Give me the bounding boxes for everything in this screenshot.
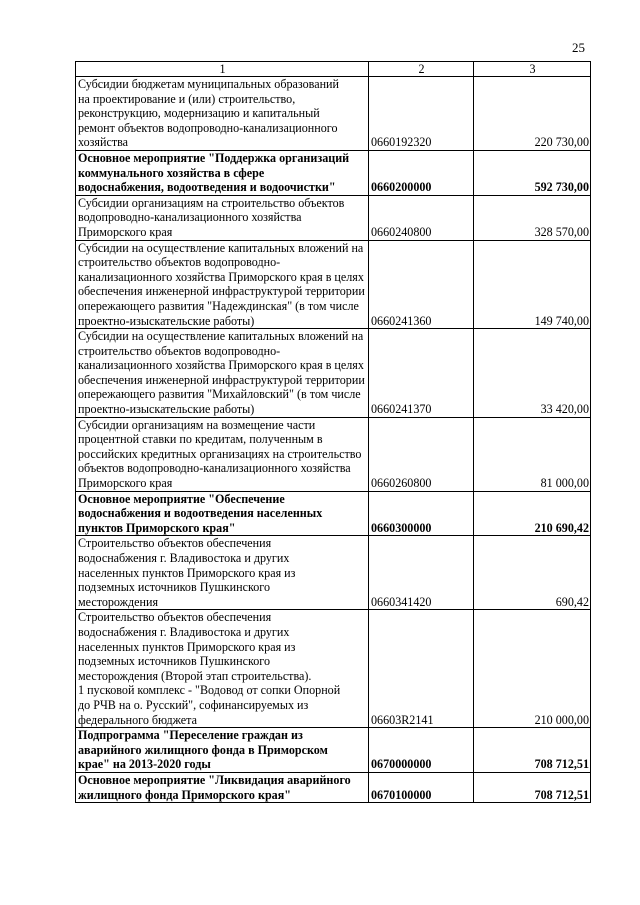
row-code: 0660192320 xyxy=(369,77,474,151)
table-row xyxy=(76,610,591,728)
table-row xyxy=(76,195,591,240)
row-amount: 149 740,00 xyxy=(474,240,591,329)
row-code: 0660200000 xyxy=(369,150,474,195)
row-amount: 708 712,51 xyxy=(474,728,591,773)
row-name: Подпрограмма "Переселение граждан из аварийного жилищного фонда в Приморском крае" на 2013-2020 годы xyxy=(76,728,369,773)
table-row xyxy=(76,329,591,418)
row-amount: 210 000,00 xyxy=(474,610,591,728)
row-code: 0660341420 xyxy=(369,536,474,610)
row-name: Основное мероприятие "Ликвидация аварийного жилищного фонда Приморского края" xyxy=(76,772,369,802)
row-name: Основное мероприятие "Поддержка организаций коммунального хозяйства в сфере водоснабжения, водоотведения и водоочистки" xyxy=(76,150,369,195)
row-amount: 690,42 xyxy=(474,536,591,610)
page-number: 25 xyxy=(572,40,585,55)
table-row xyxy=(76,240,591,329)
row-code: 06603R2141 xyxy=(369,610,474,728)
table-row xyxy=(76,491,591,536)
row-amount: 592 730,00 xyxy=(474,150,591,195)
row-name: Строительство объектов обеспечения водоснабжения г. Владивостока и других населенных пунктов Приморского края из подземных источников Пушкинского месторождения xyxy=(76,536,369,610)
row-name: Субсидии организациям на возмещение части процентной ставки по кредитам, полученным в российских кредитных организациях на строительство объектов водопроводно-канализационного хозяйства Приморского края xyxy=(76,417,369,491)
table-header-row xyxy=(76,62,591,77)
table-row xyxy=(76,150,591,195)
row-name: Субсидии бюджетам муниципальных образований на проектирование и (или) строительство, реконструкцию, модернизацию и капитальный ремонт объектов водопроводно-канализационного хозяйства xyxy=(76,77,369,151)
row-amount: 220 730,00 xyxy=(474,77,591,151)
row-code: 0660260800 xyxy=(369,417,474,491)
table-row xyxy=(76,417,591,491)
column-header: 3 xyxy=(474,62,591,77)
row-name: Субсидии организациям на строительство объектов водопроводно-канализационного хозяйства Приморского края xyxy=(76,195,369,240)
row-code: 0660240800 xyxy=(369,195,474,240)
row-amount: 210 690,42 xyxy=(474,491,591,536)
column-header: 1 xyxy=(76,62,369,77)
table-row xyxy=(76,77,591,151)
row-amount: 328 570,00 xyxy=(474,195,591,240)
row-name: Основное мероприятие "Обеспечение водоснабжения и водоотведения населенных пунктов Приморского края" xyxy=(76,491,369,536)
table-row xyxy=(76,728,591,773)
row-name: Субсидии на осуществление капитальных вложений на строительство объектов водопроводно-канализационного хозяйства Приморского края в целях обеспечения инженерной инфраструктурой территории опережающего развития "Надеждинская" (в том числе проектно-изыскательские работы) xyxy=(76,240,369,329)
row-code: 0660241360 xyxy=(369,240,474,329)
column-header: 2 xyxy=(369,62,474,77)
table-row xyxy=(76,536,591,610)
row-code: 0660241370 xyxy=(369,329,474,418)
row-code: 0660300000 xyxy=(369,491,474,536)
budget-table xyxy=(75,61,591,803)
row-amount: 33 420,00 xyxy=(474,329,591,418)
row-code: 0670000000 xyxy=(369,728,474,773)
row-amount: 81 000,00 xyxy=(474,417,591,491)
table-row xyxy=(76,772,591,802)
row-name: Строительство объектов обеспечения водоснабжения г. Владивостока и других населенных пунктов Приморского края из подземных источников Пушкинского месторождения (Второй этап строительства). 1 пусковой комплекс - "Водовод от сопки Опорной до РЧВ на о. Русский", софинансируемых из федерального бюджета xyxy=(76,610,369,728)
row-code: 0670100000 xyxy=(369,772,474,802)
row-name: Субсидии на осуществление капитальных вложений на строительство объектов водопроводно-канализационного хозяйства Приморского края в целях обеспечения инженерной инфраструктурой территории опережающего развития "Михайловский" (в том числе проектно-изыскательские работы) xyxy=(76,329,369,418)
row-amount: 708 712,51 xyxy=(474,772,591,802)
